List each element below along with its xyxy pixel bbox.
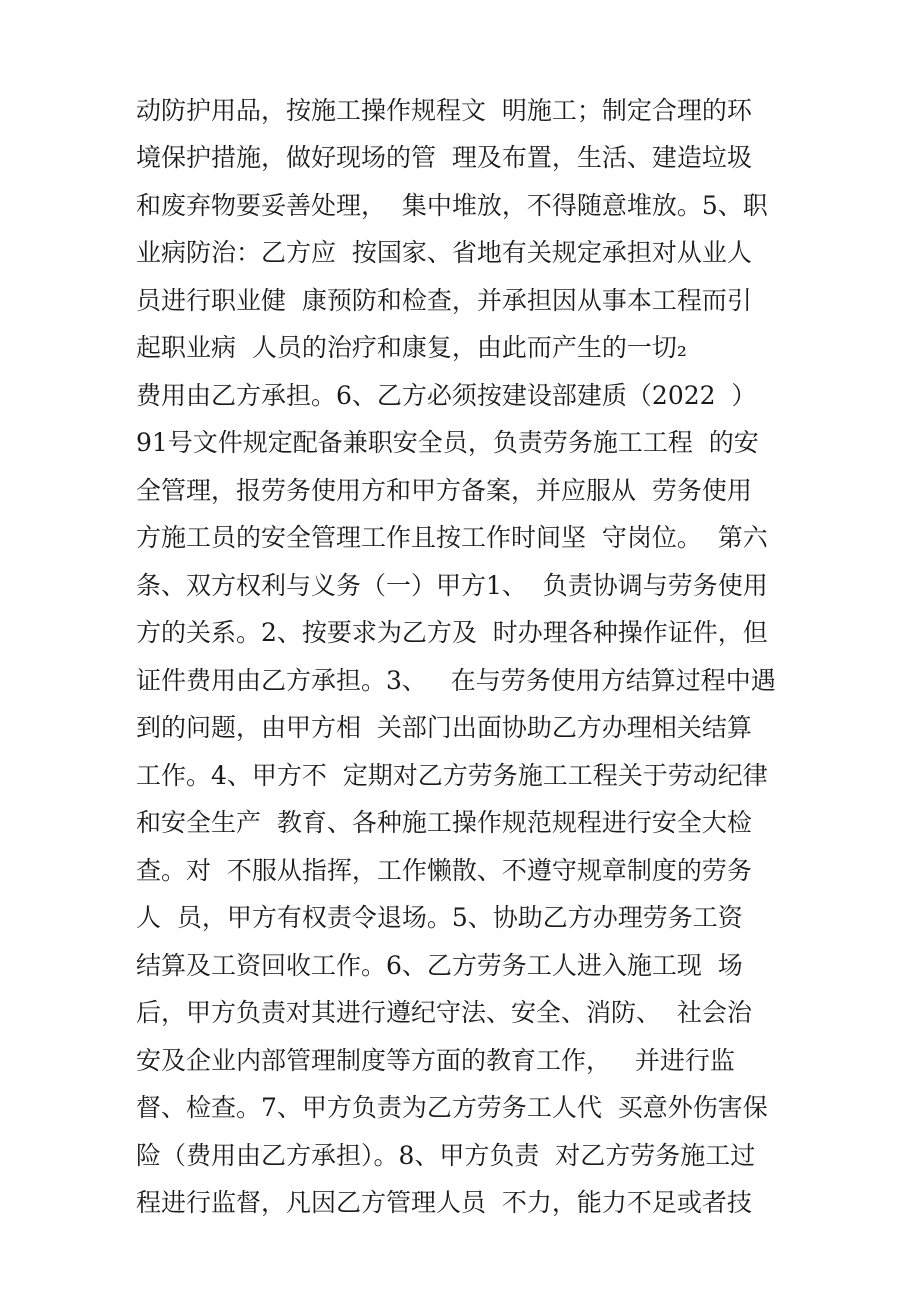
text-line-22: 督、检查。7、甲方负责为乙方劳务工人代 买意外伤害保 [136, 1093, 768, 1122]
text-line-10: 方施工员的安全管理工作且按工作时间坚 守岗位。 第六 [136, 523, 768, 552]
text-line-17: 查。对 不服从指挥，工作懒散、不遵守规章制度的劳务 [136, 856, 752, 885]
text-line-12: 方的关系。2、按要求为乙方及 时办理各种操作证件，但 [136, 618, 768, 647]
text-line-15: 工作。4、甲方不 定期对乙方劳务施工工程关于劳动纪律 [136, 761, 768, 790]
text-line-2: 境保护措施，做好现场的管 理及布置，生活、建造垃圾 [136, 143, 752, 172]
text-line-6: 起职业病 人员的治疗和康复，由此而产生的一切₂ [136, 333, 687, 362]
text-line-23: 险（费用由乙方承担）。8、甲方负责 对乙方劳务施工过 [136, 1141, 756, 1170]
text-line-18: 人 员，甲方有权责令退场。5、协助乙方办理劳务工资 [136, 903, 743, 932]
text-line-13: 证件费用由乙方承担。3、 在与劳务使用方结算过程中遇 [136, 666, 776, 695]
text-line-14: 到的问题，由甲方相 关部门出面协助乙方办理相关结算 [136, 713, 752, 742]
text-line-24: 程进行监督，凡因乙方管理人员 不力，能力不足或者技 [136, 1188, 752, 1217]
text-line-7: 费用由乙方承担。6、乙方必须按建设部建质（2022 ） [136, 381, 757, 410]
text-line-8: 91号文件规定配备兼职安全员，负责劳务施工工程 的安 [136, 428, 759, 457]
text-line-9: 全管理，报劳务使用方和甲方备案，并应服从 劳务使用 [136, 476, 752, 505]
text-line-20: 后，甲方负责对其进行遵纪守法、安全、消防、 社会治 [136, 998, 752, 1027]
text-line-5: 员进行职业健 康预防和检查，并承担因从事本工程而引 [136, 286, 752, 315]
text-line-11: 条、双方权利与义务（一）甲方1、 负责协调与劳务使用 [136, 571, 768, 600]
text-line-4: 业病防治：乙方应 按国家、省地有关规定承担对从业人 [136, 238, 752, 267]
text-line-1: 动防护用品，按施工操作规程文 明施工；制定合理的环 [136, 96, 752, 125]
text-line-3: 和废弃物要妥善处理， 集中堆放，不得随意堆放。5、职 [136, 191, 768, 220]
text-line-19: 结算及工资回收工作。6、乙方劳务工人进入施工现 场 [136, 951, 743, 980]
text-line-16: 和安全生产 教育、各种施工操作规范规程进行安全大检 [136, 808, 752, 837]
text-line-21: 安及企业内部管理制度等方面的教育工作， 并进行监 [136, 1046, 735, 1075]
